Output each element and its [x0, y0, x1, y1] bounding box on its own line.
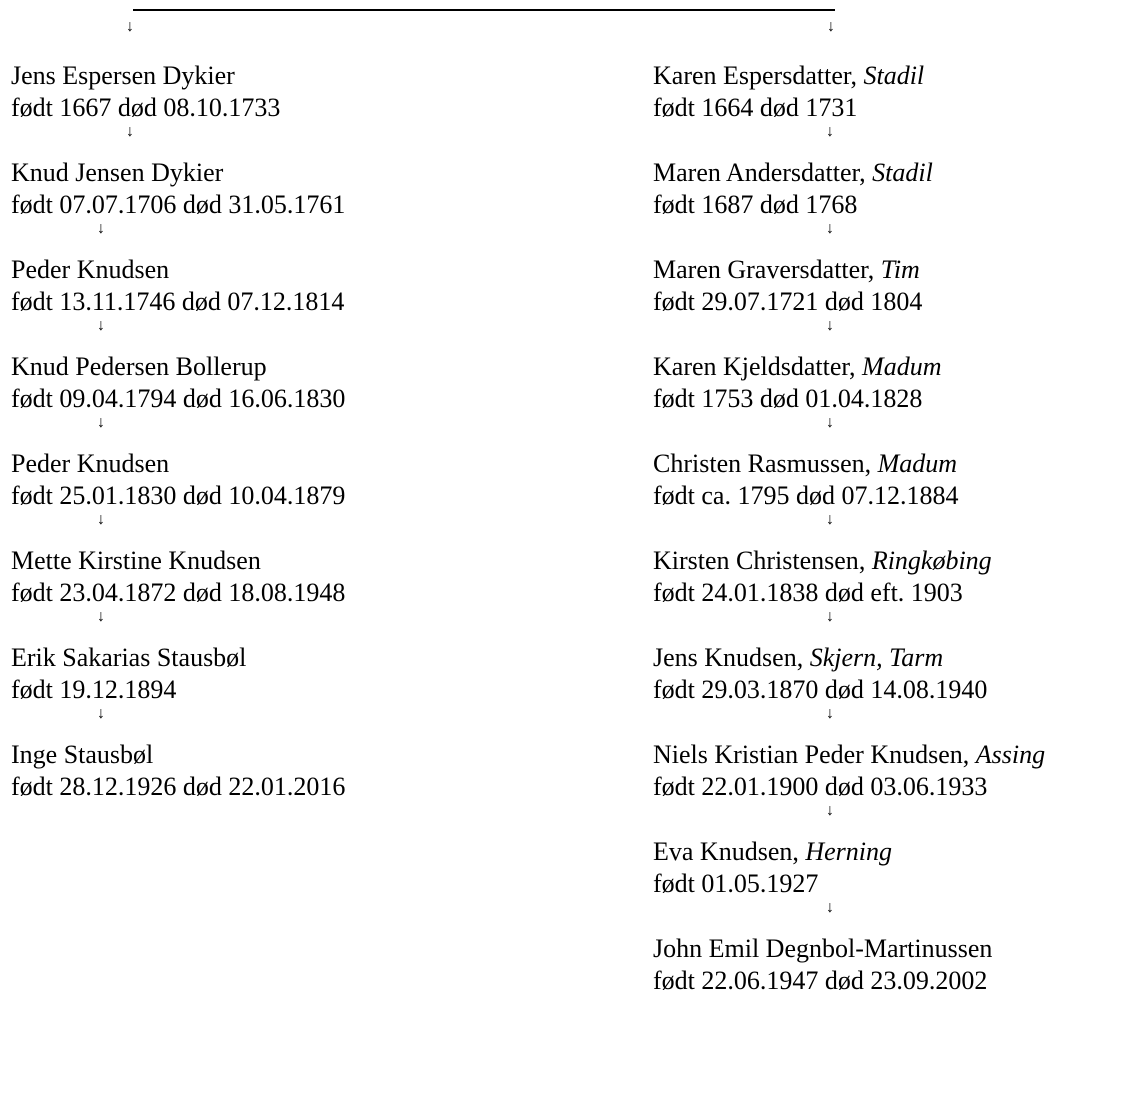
person-name: Mette Kirstine Knudsen	[11, 546, 261, 575]
person-place: Tim	[880, 255, 920, 284]
down-arrow-icon: ↓	[826, 899, 834, 916]
right-person-2: Maren Andersdatter, Stadil født 1687 død 1768 ↓	[653, 157, 1045, 254]
person-place: Madum	[862, 352, 942, 381]
down-arrow-icon: ↓	[97, 511, 105, 528]
down-arrow-icon: ↓	[97, 220, 105, 237]
person-dates: født 29.03.1870 død 14.08.1940	[653, 675, 988, 704]
left-person-2	[11, 157, 345, 254]
person-place: Stadil	[863, 61, 925, 90]
person-dates: født 28.12.1926 død 22.01.2016	[11, 772, 346, 801]
left-person-4	[11, 351, 345, 448]
right-person-1: Karen Espersdatter, Stadil født 1664 død 1731 ↓	[653, 60, 1045, 157]
person-name: Peder Knudsen	[11, 255, 170, 284]
person-name: Erik Sakarias Stausbøl	[11, 643, 247, 672]
right-person-8: Niels Kristian Peder Knudsen, Assing født 22.01.1900 død 03.06.1933 ↓	[653, 740, 1046, 819]
down-arrow-icon: ↓	[826, 220, 834, 237]
down-arrow-icon: ↓	[97, 705, 105, 722]
down-arrow-icon: ↓	[826, 802, 834, 819]
down-arrow-icon: ↓	[826, 705, 834, 722]
down-arrow-icon: ↓	[97, 608, 105, 625]
person-name: Jens Knudsen	[653, 643, 797, 672]
top-left-down-arrow-icon: ↓	[126, 18, 134, 35]
person-name: Karen Espersdatter	[653, 61, 851, 90]
person-dates: født 1753 død 01.04.1828	[653, 384, 923, 413]
down-arrow-icon: ↓	[826, 414, 834, 431]
down-arrow-icon: ↓	[826, 123, 834, 140]
person-name: Eva Knudsen	[653, 837, 793, 866]
right-person-9: Eva Knudsen, Herning født 01.05.1927 ↓	[653, 836, 1045, 933]
person-dates: født 1664 død 1731	[653, 93, 858, 122]
top-right-down-arrow-icon: ↓	[827, 18, 835, 35]
person-dates: født 19.12.1894	[11, 675, 177, 704]
person-dates: født 01.05.1927	[653, 869, 819, 898]
person-dates: født 1667 død 08.10.1733	[11, 93, 281, 122]
person-name: Karen Kjeldsdatter	[653, 352, 850, 381]
left-person-3	[11, 254, 345, 351]
person-place: Madum	[877, 449, 958, 478]
person-name: Niels Kristian Peder Knudsen	[653, 740, 963, 769]
down-arrow-icon: ↓	[97, 414, 105, 431]
person-place: Stadil	[872, 158, 933, 187]
right-person-4: Karen Kjeldsdatter, Madum født 1753 død 01.04.1828 ↓	[653, 351, 1045, 448]
person-name: Maren Graversdatter	[653, 255, 868, 284]
person-name: John Emil Degnbol-Martinussen	[653, 934, 993, 963]
down-arrow-icon: ↓	[826, 511, 834, 528]
top-connector-line	[133, 9, 835, 11]
person-dates: født 22.06.1947 død 23.09.2002	[653, 966, 988, 995]
person-name: Kirsten Christensen	[653, 546, 859, 575]
person-dates: født 29.07.1721 død 1804	[653, 287, 923, 316]
person-dates: født ca. 1795 død 07.12.1884	[653, 481, 959, 510]
person-dates: født 25.01.1830 død 10.04.1879	[11, 481, 346, 510]
person-place: Ringkøbing	[871, 546, 992, 575]
left-person-7	[11, 642, 345, 739]
person-dates: født 07.07.1706 død 31.05.1761	[11, 190, 346, 219]
left-person-1	[11, 60, 345, 157]
person-dates: født 24.01.1838 død eft. 1903	[653, 578, 963, 607]
person-place: Herning	[805, 837, 893, 866]
right-lineage-column	[653, 60, 1045, 1030]
right-person-6: Kirsten Christensen, Ringkøbing født 24.01.1838 død eft. 1903 ↓	[653, 545, 1045, 642]
person-name: Christen Rasmussen	[653, 449, 865, 478]
person-place: Assing	[975, 740, 1046, 769]
down-arrow-icon: ↓	[826, 317, 834, 334]
down-arrow-icon: ↓	[826, 608, 834, 625]
person-dates: født 23.04.1872 død 18.08.1948	[11, 578, 346, 607]
person-name: Knud Pedersen Bollerup	[11, 352, 267, 381]
person-place: Skjern, Tarm	[809, 643, 944, 672]
person-name: Knud Jensen Dykier	[11, 158, 224, 187]
down-arrow-icon: ↓	[97, 317, 105, 334]
person-dates: født 13.11.1746 død 07.12.1814	[11, 287, 345, 316]
left-person-6	[11, 545, 345, 642]
person-dates: født 22.01.1900 død 03.06.1933	[653, 772, 988, 801]
right-person-3: Maren Graversdatter, Tim født 29.07.1721 død 1804 ↓	[653, 254, 1045, 351]
person-dates: født 1687 død 1768	[653, 190, 858, 219]
person-name: Jens Espersen Dykier	[11, 61, 235, 90]
right-person-10	[653, 933, 1045, 1030]
person-dates: født 09.04.1794 død 16.06.1830	[11, 384, 346, 413]
person-name: Peder Knudsen	[11, 449, 170, 478]
left-person-5	[11, 448, 345, 545]
left-lineage-column	[11, 60, 345, 836]
right-person-5: Christen Rasmussen, Madum født ca. 1795 død 07.12.1884 ↓	[653, 448, 1045, 545]
left-person-8	[11, 739, 345, 836]
person-name: Maren Andersdatter	[653, 158, 860, 187]
person-name: Inge Stausbøl	[11, 740, 154, 769]
right-person-7: Jens Knudsen, Skjern, Tarm født 29.03.1870 død 14.08.1940 ↓	[653, 642, 1045, 739]
down-arrow-icon: ↓	[126, 123, 134, 140]
